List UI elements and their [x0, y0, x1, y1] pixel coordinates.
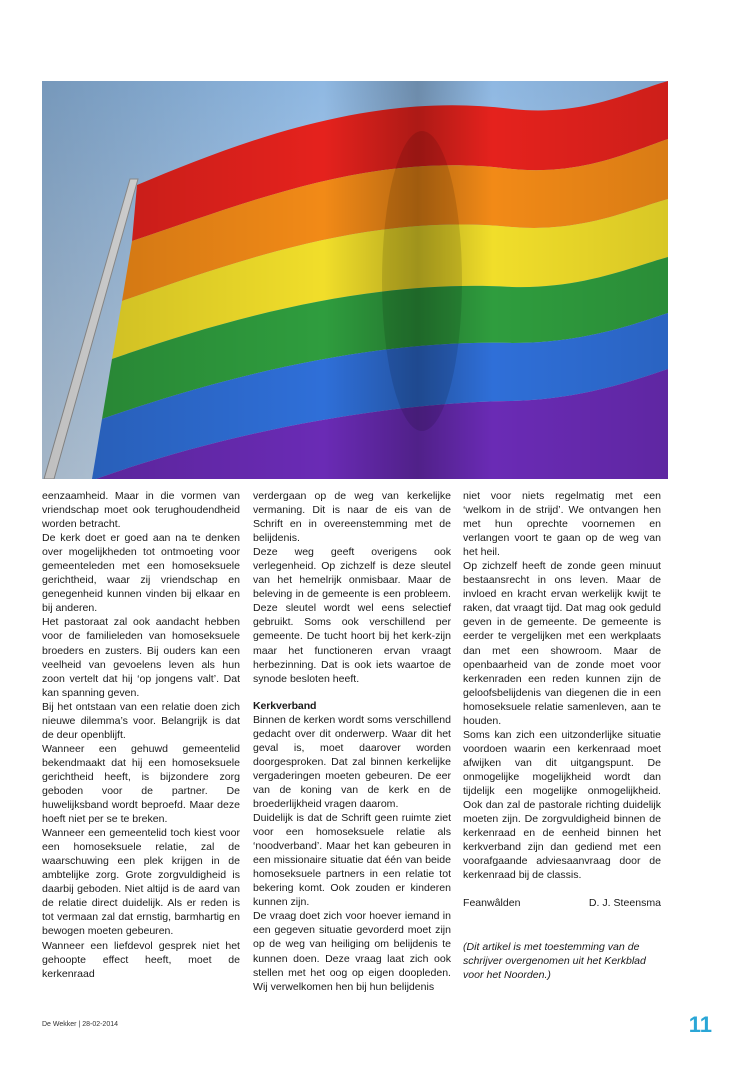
publication-footer: De Wekker | 28-02-2014 — [42, 1021, 119, 1028]
rainbow-flag-photo — [42, 81, 668, 479]
signature-author: D. J. Steensma — [588, 897, 661, 910]
paragraph: Op zichzelf heeft de zonde geen minuut bestaansrecht in ons leven. Maar de invloed en kracht ervan werkelijk kwijt te raken, dat vraagt tijd. Dat mag ook geduld geven in de gemeente. De gemeente is eerder te vergelijken met een werkplaats dan met een showroom. Maar de openbaarheid van de zonde moet voor kerkenraden een reden kunnen zijn de geloofsbelijdenis van diegenen die in een homoseksuele relatie samenleven, aan te houden. — [463, 560, 661, 727]
paragraph: niet voor niets regelmatig met een ‘welkom in de strijd’. We ontvangen hen met hun oprechte voornemen en verlangen voort te gaan op de weg van het heil. — [463, 490, 661, 559]
paragraph: Duidelijk is dat de Schrift geen ruimte ziet voor een homoseksuele relatie als ‘noodverband’. Maar het kan gebeuren in een missionaire situatie dat één van beide homoseksuele partners in een relatie tot bekering komt. Ook zouden er kinderen kunnen zijn. — [253, 812, 451, 909]
paragraph: De kerk doet er goed aan na te denken over mogelijkheden tot ontmoeting voor gemeenteleden met een homoseksuele gerichtheid, waar zij vriendschap en genegenheid kunnen vinden bij elkaar en bij anderen. — [42, 532, 240, 615]
paragraph: Deze weg geeft overigens ook verlegenheid. Op zichzelf is deze sleutel van het hemelrijk onmisbaar. Maar de beleving in de gemeente is een probleem. Deze sleutel wordt wel eens selectief gebruikt. Soms ook verschillend per gemeente. De tucht hoort bij het kerk-zijn maar het functioneren ervan vraagt herbezinning. Dat is ook iets waartoe de synode besloten heeft. — [253, 546, 451, 685]
signature-row — [463, 896, 661, 910]
article-column-2 — [253, 489, 451, 994]
paragraph: Soms kan zich een uitzonderlijke situatie voordoen waarin een kerkenraad moet afwijken van dit uitgangspunt. De onmogelijke mogelijkheid wordt dan tijdelijk een mogelijke onmogelijkheid. Ook dan zal de pastorale richting duidelijk moeten zijn. De zorgvuldigheid binnen de kerkenraad en de eenheid binnen het kerkverband zijn dan gediend met een voorafgaande adviesaanvraag door de kerkenraad bij de classis. — [463, 728, 661, 882]
paragraph: Bij het ontstaan van een relatie doen zich nieuwe dilemma’s voor. Belangrijk is dat de deur openblijft. — [42, 700, 240, 741]
signature-place: Feanwâlden — [463, 897, 521, 910]
paragraph: eenzaamheid. Maar in die vormen van vriendschap moet ook terughoudendheid worden betracht. — [42, 490, 240, 531]
paragraph: Het pastoraat zal ook aandacht hebben voor de familieleden van homoseksuele broeders en zusters. Bij ouders kan een veelheid van gevoelens leven als hun zoon vertelt dat hij ‘op jongens valt’. Dat kan spanning geven. — [42, 616, 240, 699]
paragraph: Binnen de kerken wordt soms verschillend gedacht over dit onderwerp. Waar dit het geval is, moet daarover worden doorgesproken. Dat zal binnen kerkelijke vergaderingen moeten gebeuren. De eer van de koning van de kerk en de broederlijkheid vragen daarom. — [253, 713, 451, 810]
paragraph: verdergaan op de weg van kerkelijke vermaning. Dit is naar de eis van de Schrift en in overeenstemming met de belijdenis. — [253, 490, 451, 545]
paragraph: De vraag doet zich voor hoever iemand in een gegeven situatie gevorderd moet zijn op de weg van heiliging om belijdenis te kunnen doen. Deze vraag laat zich ook stellen met het oog op eigen doopleden. Wij verwelkomen hen bij hun belijdenis — [253, 910, 451, 993]
page-number: 11 — [688, 1012, 712, 1037]
paragraph: Wanneer een gemeentelid toch kiest voor een homoseksuele relatie, zal de waarschuwing een plek krijgen in de ambtelijke zorg. Grote zorgvuldigheid is daarbij geboden. Niet altijd is de aard van de relatie direct duidelijk. Als er reden is tot vermaan zal dat ernstig, barmhartig en bewogen moeten gebeuren. — [42, 827, 240, 938]
source-credit: (Dit artikel is met toestemming van de schrijver overgenomen uit het Kerkblad voor het Noorden.) — [463, 941, 646, 982]
article-column-1 — [42, 489, 240, 981]
paragraph: Wanneer een gehuwd gemeentelid bekendmaakt dat hij een homoseksuele gerichtheid heeft, is bijzondere zorg geboden voor de partner. De huwelijksband wordt beproefd. Maar deze hoeft niet per se te breken. — [42, 742, 240, 826]
article-column-3 — [463, 489, 661, 983]
subheading-kerkverband: Kerkverband — [253, 699, 317, 712]
rainbow-flag-image — [42, 81, 668, 479]
paragraph: Wanneer een liefdevol gesprek niet het gehoopte effect heeft, moet de kerkenraad — [42, 939, 240, 980]
